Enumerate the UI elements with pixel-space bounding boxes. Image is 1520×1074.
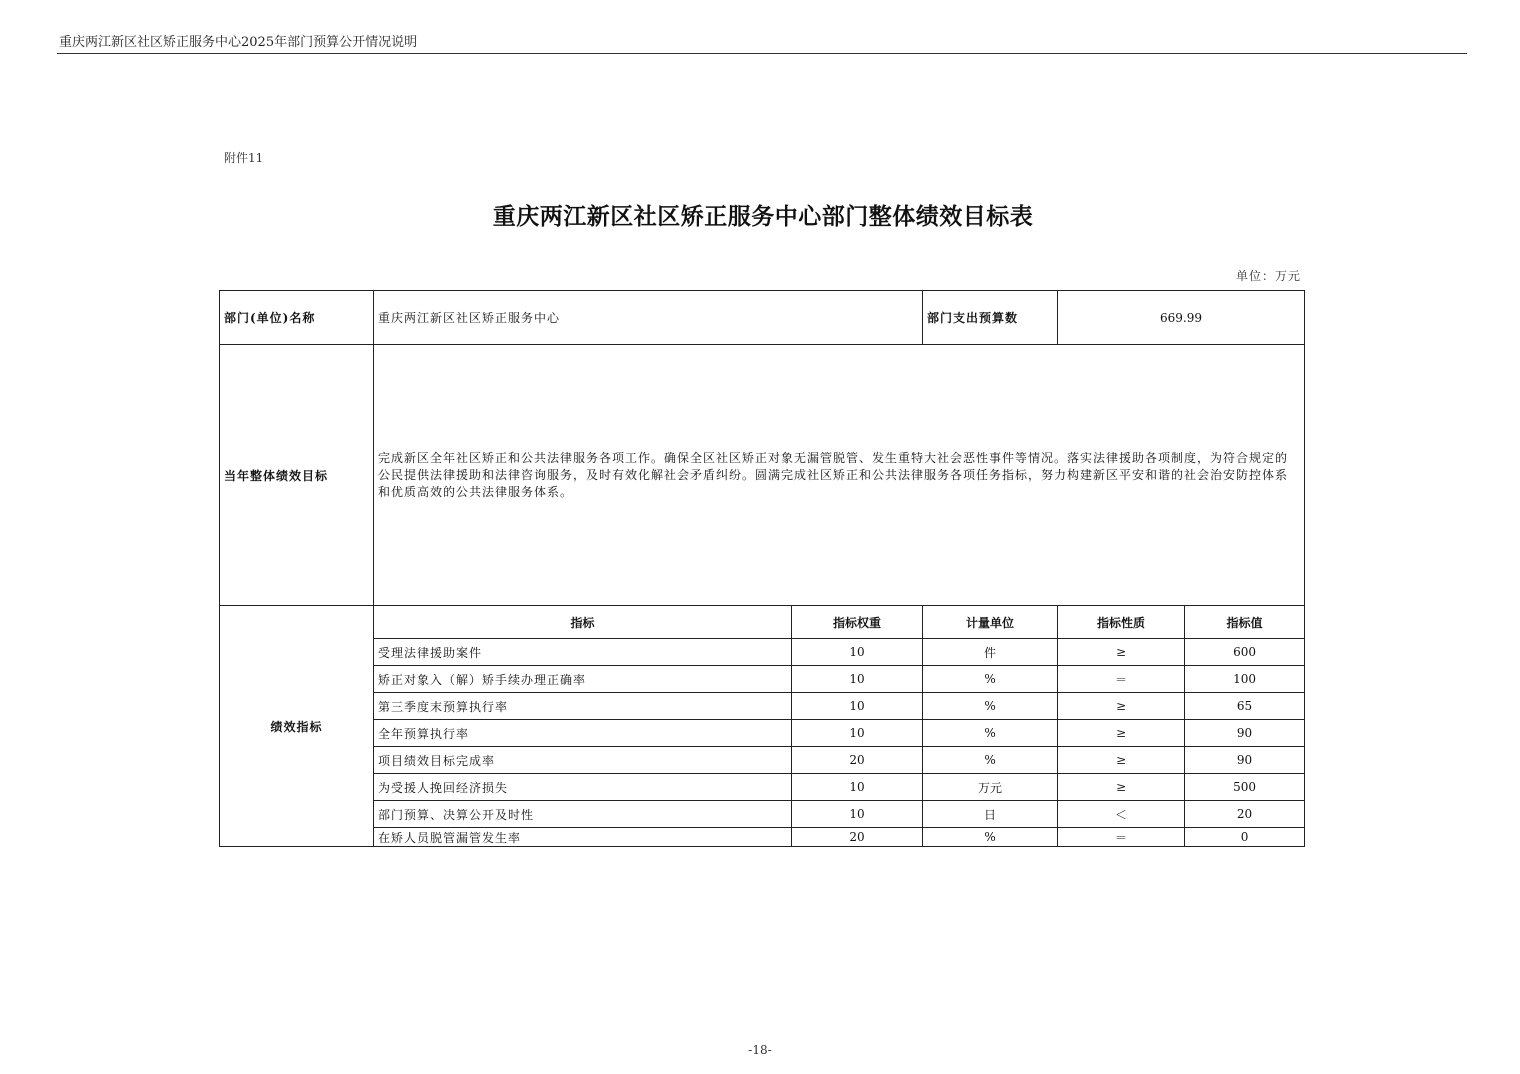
indicator-weight: 10	[792, 720, 923, 747]
indicator-value: 90	[1185, 720, 1305, 747]
indicator-name: 项目绩效目标完成率	[374, 747, 792, 774]
indicator-weight: 10	[792, 666, 923, 693]
indicator-unit: 日	[923, 801, 1058, 828]
indicator-nature: ≥	[1058, 774, 1185, 801]
dept-name-value: 重庆两江新区社区矫正服务中心	[374, 291, 923, 345]
indicators-section-label: 绩效指标	[220, 606, 374, 847]
indicator-weight: 10	[792, 801, 923, 828]
header-unit: 计量单位	[923, 606, 1058, 639]
indicator-weight: 20	[792, 747, 923, 774]
indicator-nature: ≥	[1058, 720, 1185, 747]
indicator-nature: ＜	[1058, 801, 1185, 828]
budget-label: 部门支出预算数	[923, 291, 1058, 345]
table-row	[220, 801, 1305, 828]
header-nature: 指标性质	[1058, 606, 1185, 639]
indicator-nature: ≥	[1058, 693, 1185, 720]
indicator-name: 全年预算执行率	[374, 720, 792, 747]
indicator-weight: 20	[792, 828, 923, 847]
indicator-unit: 万元	[923, 774, 1058, 801]
table-row	[220, 828, 1305, 847]
indicator-unit: 件	[923, 639, 1058, 666]
indicator-name: 为受援人挽回经济损失	[374, 774, 792, 801]
indicator-value: 600	[1185, 639, 1305, 666]
indicator-unit: %	[923, 666, 1058, 693]
table-row	[220, 774, 1305, 801]
indicator-value: 65	[1185, 693, 1305, 720]
table-row	[220, 639, 1305, 666]
table-row	[220, 666, 1305, 693]
indicator-value: 500	[1185, 774, 1305, 801]
table-row	[220, 720, 1305, 747]
indicator-value: 0	[1185, 828, 1305, 847]
page-title: 重庆两江新区社区矫正服务中心部门整体绩效目标表	[492, 203, 1034, 230]
budget-value: 669.99	[1058, 291, 1305, 345]
indicator-unit: %	[923, 828, 1058, 847]
indicator-name: 矫正对象入（解）矫手续办理正确率	[374, 666, 792, 693]
indicator-name: 在矫人员脱管漏管发生率	[374, 828, 792, 847]
indicator-weight: 10	[792, 639, 923, 666]
header-value: 指标值	[1185, 606, 1305, 639]
attachment-label: 附件11	[224, 151, 264, 165]
table-row	[220, 693, 1305, 720]
indicator-name: 部门预算、决算公开及时性	[374, 801, 792, 828]
goal-label: 当年整体绩效目标	[220, 345, 374, 606]
indicator-nature: ＝	[1058, 666, 1185, 693]
indicator-nature: ≥	[1058, 639, 1185, 666]
indicator-value: 20	[1185, 801, 1305, 828]
header-weight: 指标权重	[792, 606, 923, 639]
page-number: -18-	[748, 1043, 772, 1057]
unit-label: 单位：万元	[1235, 269, 1301, 283]
header-indicator: 指标	[374, 606, 792, 639]
dept-name-label: 部门(单位)名称	[220, 291, 374, 345]
performance-table	[219, 290, 1305, 847]
indicator-unit: %	[923, 720, 1058, 747]
indicator-name: 受理法律援助案件	[374, 639, 792, 666]
indicator-weight: 10	[792, 693, 923, 720]
indicator-weight: 10	[792, 774, 923, 801]
indicator-unit: %	[923, 693, 1058, 720]
table-row	[220, 747, 1305, 774]
indicator-nature: ＝	[1058, 828, 1185, 847]
goal-text: 完成新区全年社区矫正和公共法律服务各项工作。确保全区社区矫正对象无漏管脱管、发生重特大社会恶性事件等情况。落实法律援助各项制度，为符合规定的公民提供法律援助和法律咨询服务，及时有效化解社会矛盾纠纷。圆满完成社区矫正和公共法律服务各项任务指标，努力构建新区平安和谐的社会治安防控体系和优质高效的公共法律服务体系。	[374, 345, 1305, 606]
header-rule	[57, 53, 1467, 54]
indicator-unit: %	[923, 747, 1058, 774]
indicator-value: 90	[1185, 747, 1305, 774]
page-header: 重庆两江新区社区矫正服务中心2025年部门预算公开情况说明	[59, 35, 418, 50]
indicator-name: 第三季度末预算执行率	[374, 693, 792, 720]
indicator-value: 100	[1185, 666, 1305, 693]
indicator-nature: ≥	[1058, 747, 1185, 774]
